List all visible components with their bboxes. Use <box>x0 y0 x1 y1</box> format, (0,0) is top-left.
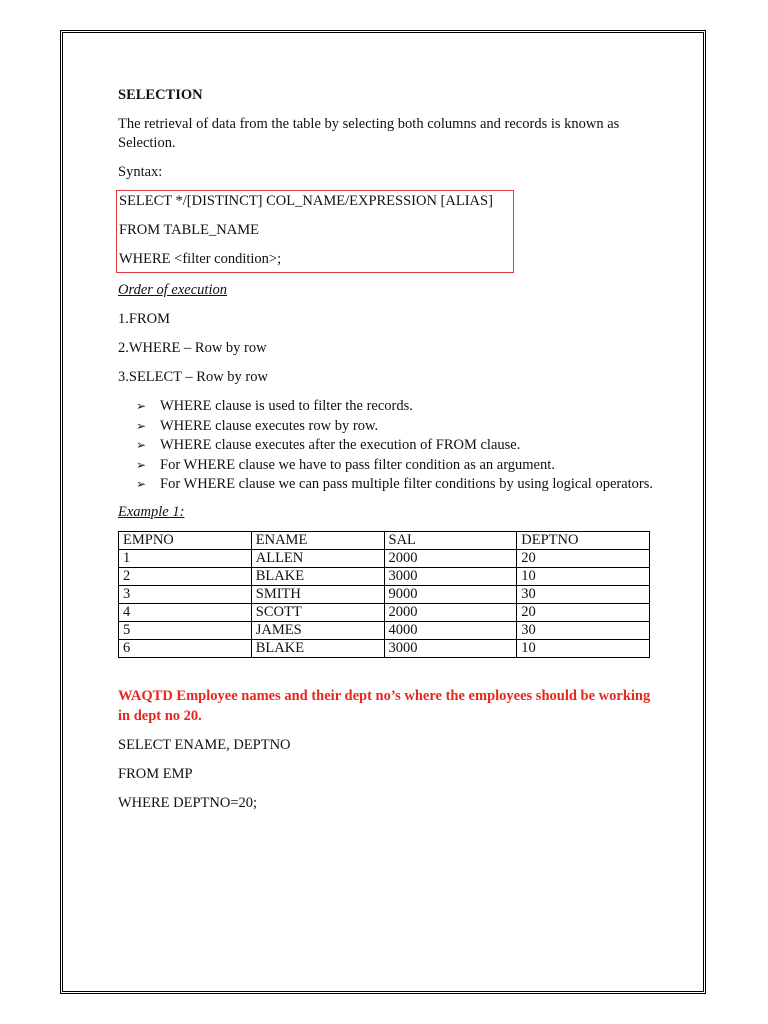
table-row <box>119 549 650 567</box>
bullet-item: ➢ WHERE clause executes row by row. <box>136 417 658 437</box>
syntax-line-select: SELECT */[DISTINCT] COL_NAME/EXPRESSION [ALIAS] <box>119 193 493 209</box>
table-cell: 2000 <box>384 603 517 621</box>
column-header: SAL <box>384 531 517 549</box>
syntax-box <box>116 190 514 273</box>
table-row <box>119 603 650 621</box>
query-line: SELECT ENAME, DEPTNO <box>118 736 291 753</box>
table-cell: ALLEN <box>251 549 384 567</box>
column-header: ENAME <box>251 531 384 549</box>
table-cell: 9000 <box>384 585 517 603</box>
table-row <box>119 639 650 657</box>
intro-paragraph: The retrieval of data from the table by selecting both columns and records is known as Selection. <box>118 116 620 151</box>
arrow-bullet-icon: ➢ <box>136 418 147 433</box>
example-title: Example 1: <box>118 503 185 520</box>
table-row <box>119 585 650 603</box>
table-cell: 30 <box>517 621 650 639</box>
bullet-item: ➢ WHERE clause is used to filter the records. <box>136 397 658 417</box>
table-cell: BLAKE <box>251 639 384 657</box>
query-line: FROM EMP <box>118 765 193 782</box>
bullet-item: ➢ WHERE clause executes after the execution of FROM clause. <box>136 436 658 456</box>
table-cell: 1 <box>119 549 252 567</box>
table-cell: JAMES <box>251 621 384 639</box>
table-cell: 3000 <box>384 639 517 657</box>
execution-step: 3.SELECT – Row by row <box>118 369 268 385</box>
arrow-bullet-icon: ➢ <box>136 457 147 472</box>
emp-table <box>118 531 650 658</box>
table-cell: 10 <box>517 567 650 585</box>
table-header-row <box>119 531 650 549</box>
arrow-bullet-icon: ➢ <box>136 477 147 491</box>
arrow-bullet-icon: ➢ <box>136 399 147 413</box>
document-content <box>118 86 658 823</box>
where-clause-bullets <box>118 397 658 495</box>
bullet-item: ➢ For WHERE clause we have to pass filter condition as an argument. <box>136 456 658 476</box>
question-text: WAQTD Employee names and their dept no’s where the employees should be working in dept no 20. <box>118 687 651 724</box>
table-cell: BLAKE <box>251 567 384 585</box>
table-cell: SMITH <box>251 585 384 603</box>
syntax-line-from: FROM TABLE_NAME <box>119 222 259 238</box>
table-cell: SCOTT <box>251 603 384 621</box>
table-cell: 20 <box>517 603 650 621</box>
bullet-item: ➢ For WHERE clause we can pass multiple filter conditions by using logical operators. <box>136 475 658 495</box>
table-cell: 3 <box>119 585 252 603</box>
table-cell: 5 <box>119 621 252 639</box>
table-row <box>119 567 650 585</box>
table-cell: 6 <box>119 639 252 657</box>
execution-step: 1.FROM <box>118 311 170 327</box>
syntax-label: Syntax: <box>118 164 163 180</box>
execution-step: 2.WHERE – Row by row <box>118 340 267 356</box>
column-header: EMPNO <box>119 531 252 549</box>
arrow-bullet-icon: ➢ <box>136 438 147 452</box>
table-cell: 30 <box>517 585 650 603</box>
order-of-execution-title: Order of execution <box>118 282 227 298</box>
table-cell: 20 <box>517 549 650 567</box>
table-cell: 2000 <box>384 549 517 567</box>
table-cell: 3000 <box>384 567 517 585</box>
query-line: WHERE DEPTNO=20; <box>118 794 258 811</box>
table-row <box>119 621 650 639</box>
section-heading: SELECTION <box>118 87 203 103</box>
column-header: DEPTNO <box>517 531 650 549</box>
table-cell: 2 <box>119 567 252 585</box>
table-cell: 4000 <box>384 621 517 639</box>
table-cell: 4 <box>119 603 252 621</box>
syntax-line-where: WHERE <filter condition>; <box>119 251 282 267</box>
table-cell: 10 <box>517 639 650 657</box>
